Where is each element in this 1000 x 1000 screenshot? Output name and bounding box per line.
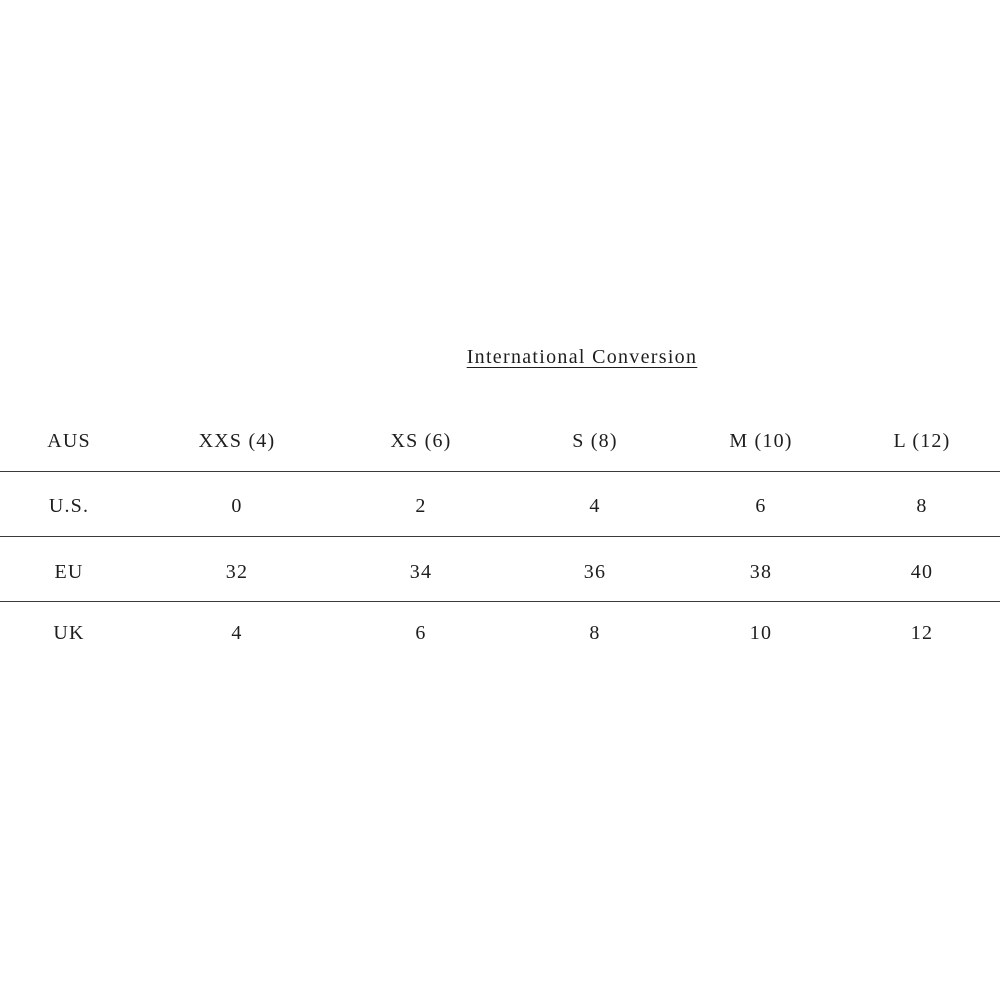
row-label: AUS [47, 430, 91, 452]
table-cell: S (8) [572, 430, 618, 452]
table-cell: 38 [749, 561, 773, 583]
table-row-eu [0, 537, 1000, 602]
table-cell: 36 [583, 561, 607, 583]
table-row-aus [0, 408, 1000, 472]
table-cell: 32 [225, 561, 249, 583]
table-cell: 40 [910, 561, 934, 583]
table-cell: 2 [415, 495, 427, 517]
table-row-us [0, 472, 1000, 537]
table-cell: 0 [231, 495, 243, 517]
table-cell: L (12) [893, 430, 951, 452]
table-cell: 8 [916, 495, 928, 517]
table-cell: 4 [589, 495, 601, 517]
row-label: U.S. [48, 495, 90, 517]
table-cell: 8 [589, 622, 601, 644]
table-cell: XS (6) [390, 430, 452, 452]
row-label: EU [54, 561, 84, 583]
row-label: UK [53, 622, 85, 644]
table-cell: 6 [755, 495, 767, 517]
size-conversion-table [0, 408, 1000, 666]
table-cell: 34 [409, 561, 433, 583]
page-title: International Conversion [466, 346, 698, 368]
table-cell: 4 [231, 622, 243, 644]
table-cell: 6 [415, 622, 427, 644]
table-row-uk [0, 602, 1000, 666]
table-cell: 12 [910, 622, 934, 644]
table-cell: XXS (4) [198, 430, 276, 452]
table-cell: M (10) [729, 430, 793, 452]
table-cell: 10 [749, 622, 773, 644]
